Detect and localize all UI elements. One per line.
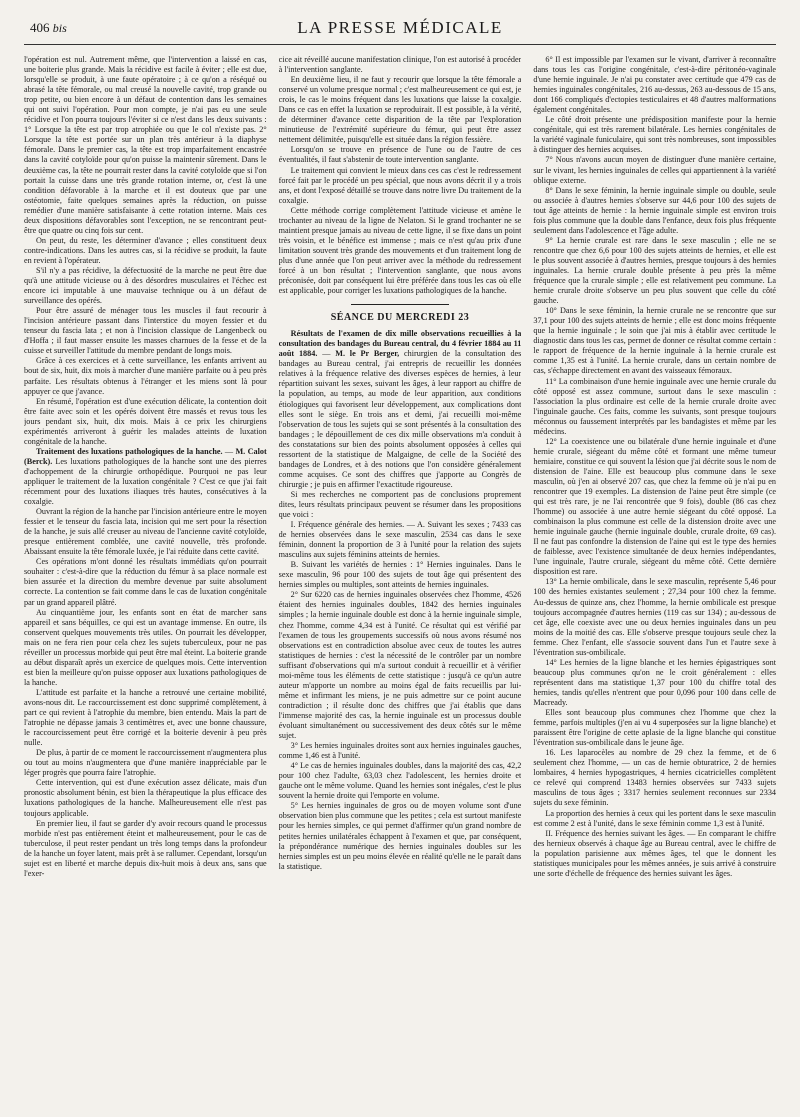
page-number: 406 bis [30, 20, 67, 35]
paragraph: 10° Dans le sexe féminin, la hernie crurale ne se rencontre que sur 37,1 pour 100 des sujets atteints de hernie ; elle est donc moins fréquente que la hernie inguinale ; le soin que j'ai mis à établir avec certitude le diagnostic dans tous les cas, permet de donner ce résultat comme certain : le rapport de fréquence de la hernie inguinale à la hernie crurale est comme 1,35 est à l'unité. La hernie crurale, dans un certain nombre de cas, s'échappe directement en avant des vaisseaux fémoraux. [533, 306, 776, 376]
paragraph: Lorsqu'on se trouve en présence de l'une ou de l'autre de ces éventualités, il faut s'abstenir de toute intervention sanglante. [278, 145, 522, 165]
paragraph: 12° La coexistence une ou bilatérale d'une hernie inguinale et d'une hernie crurale, siégeant du même côté et formant une même tumeur herniaire, constitue ce qui souvent la lésion que j'ai décrite sous le nom de distension de l'aine. Elle est beaucoup plus commune dans le sexe masculin, où j'en ai observé 207 cas, que chez la femme où je n'ai pu en rencontrer que 19 exemples. La distension de l'aine peut être simple (ce qui est très rare, je ne l'ai rencontrée que 9 fois), double (86 cas chez l'homme) ou associée à une autre hernie siégeant du côté opposé. La combinaison la plus commune est celle de la distension droite avec une hernie inguinale gauche (hernie inguinale double, crurale droite, 69 cas). Il ne faut pas confondre la distension de l'aine qui est le type des hernies de faiblesse, avec l'existence simultanée de deux hernies indépendantes, l'une inguinale, l'autre crurale, siégeant du même côté. Cette dernière disposition est rare. [533, 436, 776, 577]
paragraph: De plus, à partir de ce moment le raccourcissement n'augmentera plus ou tout au moins n'augmentera que d'une manière inappréciable par le léger progrès que pourra faire l'atrophie. [24, 748, 267, 778]
paragraph: On peut, du reste, les déterminer d'avance ; elles constituent deux contre-indications. Dans les autres cas, si la récidive se produit, la faute en revient à l'opérateur. [24, 235, 267, 265]
paragraph: B. Suivant les variétés de hernies : 1° Hernies inguinales. Dans le sexe masculin, 96 pour 100 des sujets de tout âge qui présentent des hernies simples ou multiples, sont atteints de hernies inguinales. [278, 560, 522, 590]
paragraph: 9° La hernie crurale est rare dans le sexe masculin ; elle ne se rencontre que chez 6,6 pour 100 des sujets atteints de hernies, et elle est le plus souvent associée à d'autres hernies, presque toujours à des hernies inguinales. La hernie crurale double présente à peu près la même fréquence que la crurale simple ; elle est relativement peu commune. La hernie crurale droite s'observe un peu plus souvent que celle du côté gauche. [533, 235, 776, 306]
paragraph: Au cinquantième jour, les enfants sont en état de marcher sans appareil et sans béquilles, ce qui est un avantage immense. En outre, ils conservent quelques mouvements très utiles. On pourrait les développer, mais on ne fera rien pour cela chez les sujets tuberculeux, pour ne pas réveiller un processus morbide qui peut être mal éteint. La boiterie grande au début disparaît après un exercice de quelques mois. Cette intervention est bien la meilleure qu'on puisse opposer aux luxations pathologiques de la hanche. [24, 607, 267, 687]
paragraph: cice ait réveillé aucune manifestation clinique, l'on est autorisé à procéder à l'intervention sanglante. [278, 55, 522, 75]
article-columns [24, 55, 776, 1105]
paragraph: 13° La hernie ombilicale, dans le sexe masculin, représente 5,46 pour 100 des hernies existantes seulement ; 27,34 pour 100 chez la femme. Au-dessus de quinze ans, chez l'homme, la hernie ombilicale est presque toujours accompagnée d'autres hernies (119 cas sur 134) ; au-dessous de cet âge, elle coexiste avec une ou deux hernies inguinales dans un peu moins de la moitié des cas. Elle s'observe presque toujours seule chez la femme. Chez l'enfant, elle s'associe souvent dans l'un et l'autre sexe à l'éventration sus-ombilicale. [533, 577, 776, 657]
paragraph: l'opération est nul. Autrement même, que l'intervention a laissé en cas, une boiterie plus grande. Mais la récidive est facile à éviter ; elle est due, lorsqu'elle se produit, à une faute opératoire ; à ce qu'on a réséqué ou abrasé la tête fémorale, ou mal creusé la nouvelle cavité, trop grande ou trop petite, ou bien encore à un défaut de contention dans les semaines qui ont suivi l'opération. Pour mon compte, je n'ai pas eu une seule récidive et l'on pourra toujours l'éviter si ce n'est dans les deux suivants : 1° Lorsque la tête est par trop atrophiée ou que le col n'existe pas. 2° Lorsque la tête est portée sur un plan très antérieur à la diaphyse fémorale. Dans le premier cas, la tête est trop imparfaitement encastrée dans la cavité cotyloïde pour qu'on puisse la maintenir sûrement. Dans le deuxième cas, la tête ne pourrait rester dans la cavité cotyloïde que si l'on portait la cuisse dans une très grande rotation interne, or, c'est là une condition défavorable à la marche et il est douteux que par une ostéotomie, faite quelques semaines après la réduction, on puisse remédier d'une manière satisfaisante à cette rotation interne. Mais ces deux dispositions défavorables sont l'exception, ne se rencontrant peut-être que quatre ou cinq fois sur cent. [24, 55, 267, 235]
paragraph: Ces opérations m'ont donné les résultats immédiats qu'on pourrait souhaiter : c'est-à-dire que la réduction du fémur à sa place normale est bien assurée et la direction du membre devenue par suite absolument correcte. La contention se fait comme dans le cas de luxation congénitale par un grand appareil plâtré. [24, 557, 267, 607]
paragraph: II. Fréquence des hernies suivant les âges. — En comparant le chiffre des hernieux observés à chaque âge au Bureau central, avec le chiffre de la population parisienne aux mêmes âges, tel que le donnent les statistiques municipales pour les mêmes années, je suis arrivé à construire une sorte d'échelle de fréquence des hernies suivant les âges. [533, 828, 776, 878]
paragraph: L'attitude est parfaite et la hanche a retrouvé une certaine mobilité, avons-nous dit. Le raccourcissement est donc supprimé complètement, à part ce qui revient à l'atrophie du membre, bien entendu. Mais la part de l'atrophie ne dépasse jamais 3 centimètres et, avec une bonne chaussure, le raccourcissement peut être corrigé et la boiterie devenir à peu près nulle. [24, 687, 267, 748]
section-paragraph: Traitement des luxations pathologiques de la hanche. — M. Calot (Berck). Les luxations pathologiques de la hanche sont une des pierres d'achoppement de la chirurgie orthopédique. Pourquoi ne pas leur appliquer le traitement de la luxation congénitale ? C'est ce que j'ai fait récemment pour des luxations iliaques très hautes, consécutives à la coxalgie. [24, 446, 267, 507]
section-title: Résultats de l'examen de dix mille observations recueillies à la consultation des bandages du Bureau central, du 4 février 1884 au 11 août 1884. [278, 329, 522, 359]
paragraph: 14° Les hernies de la ligne blanche et les hernies épigastriques sont beaucoup plus communes qu'on ne le croit généralement : elles représentent dans ma statistique 1,37 pour 100 du chiffre total des hernies, tandis qu'elles n'entrent que pour 0,096 pour 100 dans celle de Macready. [533, 657, 776, 707]
column-3 [533, 55, 776, 1105]
journal-title: LA PRESSE MÉDICALE [297, 18, 503, 37]
page-header [24, 18, 776, 45]
column-2 [279, 55, 522, 1105]
paragraph: 4° Le cas de hernies inguinales doubles, dans la majorité des cas, 42,2 pour 100 chez l'adulte, 63,03 chez l'adolescent, les hernies droite et gauche ont le même volume. Quand les hernies sont inégales, c'est le plus souvent la hernie droite qui l'emporte en volume. [278, 761, 522, 801]
paragraph: 7° Nous n'avons aucun moyen de distinguer d'une manière certaine, sur le vivant, les hernies inguinales de celles qui appartiennent à la variété oblique externe. [533, 155, 776, 185]
paragraph: Le traitement qui convient le mieux dans ces cas c'est le redressement forcé fait par le procédé un peu spécial, que nous avons décrit il y a trois ans, et dont l'exposé détaillé se trouve dans notre livre Du traitement de la coxalgie. [278, 165, 522, 205]
paragraph: 11° La combinaison d'une hernie inguinale avec une hernie crurale du côté opposé est assez commune, surtout dans le sexe masculin : l'association la plus ordinaire est celle de la hernie crurale droite avec l'inguinale gauche. Ces faits, comme les suivants, sont presque toujours méconnus ou faussement interprétés par les bandagistes et même par les médecins. [533, 376, 776, 436]
paragraph: 2° Sur 6220 cas de hernies inguinales observées chez l'homme, 4526 étaient des hernies inguinales doubles, 1842 des hernies inguinales simples ; la hernie inguinale double est donc à la hernie inguinale simple, chez l'homme, comme 4,34 est à l'unité. Ce résultat qui est vérifié par l'examen de tous les groupements successifs où nous avons résumé nos observations est en contradiction absolue avec ceux de toutes les autres statistiques de hernies : c'est la nécessité de le contrôler par un nombre suffisant d'observations qui m'a surtout conduit à recueillir et à vérifier moi-même tous les éléments de cette statistique : jusqu'à ce qu'un autre auteur m'apporte un nombre au moins égal de faits recueillis par lui-même et infirmant les miens, je ne puis admettre sur ce point aucune contradiction ; il résulte donc des chiffres que j'ai établis que dans l'immense majorité des cas, la hernie inguinale est un processus double évoluant simultanément ou successivement des deux côtés sur le même sujet. [278, 590, 522, 741]
section-author: M. Calot (Berck). [24, 446, 267, 466]
paragraph: Ouvrant la région de la hanche par l'incision antérieure entre le moyen fessier et le tenseur du fascia lata, incision qui me sert pour la résection de la hanche, je suis allé creuser au niveau de l'ancienne cavité cotyloïde, presque entièrement comblée, une cavité nouvelle, très profonde. Abaissant ensuite la tête fémorale luxée, je l'ai réduite dans cette cavité. [24, 507, 267, 557]
paragraph: I. Fréquence générale des hernies. — A. Suivant les sexes ; 7433 cas de hernies observées dans le sexe masculin, 2534 cas dans le sexe féminin, donnent la proportion de 3 à l'unité pour la relation des sujets masculins aux sujets féminins atteints de hernies. [278, 520, 522, 560]
paragraph: Elles sont beaucoup plus communes chez l'homme que chez la femme, parfois multiples (j'en ai vu 4 superposées sur la ligne blanche) et paraissent être l'origine de cette aplasie de la ligne blanche qui constitue l'éventration sus-ombilicale dans le jeune âge. [533, 708, 776, 748]
paragraph: 3° Les hernies inguinales droites sont aux hernies inguinales gauches, comme 1,46 est à l'unité. [278, 741, 522, 761]
paragraph: Si mes recherches ne comportent pas de conclusions proprement dites, leurs résultats principaux peuvent se résumer dans les propositions que voici : [278, 489, 522, 520]
column-1 [24, 55, 267, 1105]
section-paragraph: Résultats de l'examen de dix mille observations recueillies à la consultation des bandages du Bureau central, du 4 février 1884 au 11 août 1884. — M. le Pr Berger, chirurgien de la consultation des bandages au Bureau central, j'ai entrepris de recueillir les données relatives à la fréquence relative des diverses espèces de hernies, à leur répartition suivant les sexes, suivant les âges, à leur rapport au chiffre de la population, au temps, au mode de leur apparition, aux conditions étiologiques qui favorisent leur développement, aux complications dont elles sont le siège. En trois ans et demi, j'ai recueilli moi-même l'observation de tous les sujets qui se sont présentés à la consultation des bandages ; le dépouillement de ces dix mille observations m'a conduit à des constatations sur bien des points absolument opposées à celles qui ressortent de la statistique de Malgaigne, de celle de la Société des bandages de Londres, et à des notions que l'on considère généralement comme acquises. Ce sont des chiffres que j'apporte au Congrès de chirurgie ; je puis en affirmer l'exactitude rigoureuse. [278, 329, 522, 489]
section-author: M. le Pr Berger, [335, 349, 400, 359]
paragraph: Cette méthode corrige complètement l'attitude vicieuse et amène le trochanter au niveau de la ligne de Nelaton. Si le grand trochanter ne se maintient presque jamais au niveau de cette ligne, il se fixe dans un point très voisin, et le bénéfice est immense ; mais ce n'est qu'au prix d'une limitation souvent très grande des mouvements et d'un traitement long de plus d'une année que l'on peut arriver avec la méthode du redressement forcé à un bon résultat ; l'intervention sanglante, que nous avons préconisée, doit par conséquent lui être préférée dans tous les cas où elle est applicable, pour corriger les luxations pathologiques de la hanche. [278, 205, 522, 296]
paragraph: En deuxième lieu, il ne faut y recourir que lorsque la tête fémorale a conservé un volume presque normal ; c'est malheureusement ce qui est, je crois, le cas le moins fréquent dans les luxations que laisse la coxalgie. Dans ce cas en effet la luxation se reproduirait. Il est possible, à la vérité, de déterminer d'avance cette disparition de la tête par l'exploration minutieuse de l'extrémité supérieure du fémur, qui peut être assez nettement délimitée, puisqu'elle est située dans la région fessière. [278, 75, 522, 145]
session-heading: SÉANCE DU MERCREDI 23 [330, 312, 470, 324]
section-divider [351, 304, 448, 305]
section-title: Traitement des luxations pathologiques de la hanche. [36, 446, 223, 456]
paragraph: 8° Dans le sexe féminin, la hernie inguinale simple ou double, seule ou associée à d'autres hernies s'observe sur 44,6 pour 100 des sujets de tout âge atteints de hernie : la hernie inguinale simple est environ trois fois plus commune que la double dans l'enfance, deux fois plus fréquente seulement dans l'adolescence et l'âge adulte. [533, 185, 776, 235]
paragraph: S'il n'y a pas récidive, la défectuosité de la marche ne peut être due qu'à une attitude vicieuse ou à des désordres musculaires et l'échec est encore ici imputable à une mauvaise technique ou à un défaut de surveillance des opérés. [24, 265, 267, 306]
paragraph: 5° Les hernies inguinales de gros ou de moyen volume sont d'une observation bien plus commune que les petites ; cela est surtout manifeste pour les hernies simples, ce qui permet d'affirmer qu'un grand nombre de petites hernies unilatérales échappent à l'examen et que, par conséquent, la prépondérance numérique des hernies inguinales doubles sur les hernies simples est un peu moins élevée en réalité qu'elle ne le paraît dans la statistique. [278, 801, 522, 871]
paragraph: Le côté droit présente une prédisposition manifeste pour la hernie congénitale, qui est très rarement bilatérale. Les hernies congénitales de la variété vaginale funiculaire, qui sont très nombreuses, sont impossibles à distinguer des hernies acquises. [533, 115, 776, 155]
paragraph: Grâce à ces exercices et à cette surveillance, les enfants arrivent au bout de six, huit, dix mois à marcher d'une manière parfaite ou à peu près parfaite. Les résultats obtenus à l'étranger et les miens sont là pour appuyer ce que j'avance. [24, 356, 267, 396]
paragraph: 16. Les laparocèles au nombre de 29 chez la femme, et de 6 seulement chez l'homme, — un cas de hernie obturatrice, 2 de hernies lombaires, 4 hernies hypogastriques, 4 hernies cicatricielles complètent ce relevé qui comprend 13483 hernies observées sur 7433 sujets masculins de tous âges ; 3317 hernies seulement reconnues sur 2334 sujets du sexe féminin. [533, 748, 776, 808]
paragraph: La proportion des hernies à ceux qui les portent dans le sexe masculin est comme 2 est à l'unité, dans le sexe féminin comme 1,3 est à l'unité. [533, 808, 776, 828]
paragraph: 6° Il est impossible par l'examen sur le vivant, d'arriver à reconnaître dans tous les cas l'origine congénitale, c'est-à-dire péritonéo-vaginale d'une hernie inguinale. Je n'ai pu constater avec certitude que 479 cas de hernies inguinales congénitales, 216 au-dessus, 263 au-dessous de 15 ans, dont 166 compliqués d'ectopies testiculaires et 48 d'autres malformations également congénitales. [533, 55, 776, 115]
paragraph: En premier lieu, il faut se garder d'y avoir recours quand le processus morbide n'est pas entièrement éteint et malheureusement, pour le cas de tuberculose, il peut rester pendant un très long temps dans la profondeur de la hanche un foyer latent, mais prêt à se rallumer. Cependant, lorsqu'un sujet est en liberté et marche depuis dix-huit mois à deux ans, sans que l'exer- [24, 818, 267, 878]
paragraph: Cette intervention, qui est d'une exécution assez délicate, mais d'un pronostic absolument bénin, est bien la thérapeutique la plus efficace des luxations pathologiques de la hanche. Malheureusement elle n'est pas toujours applicable. [24, 778, 267, 818]
paragraph: Pour être assuré de ménager tous les muscles il faut recourir à l'incision antérieure passant dans l'interstice du moyen fessier et du tenseur du fascia lata ; et non à l'incision classique de Langenbeck ou d'Hoffa ; il faut masser ensuite les masses charnues de la fesse et de la cuisse et surveiller l'attitude du membre pendant de longs mois. [24, 306, 267, 356]
paragraph: En résumé, l'opération est d'une exécution délicate, la contention doit être faite avec soin et les opérés doivent être massés et revus tous les jours pendant six, huit, dix mois. Mais à ce prix les chirurgiens expérimentés arriveront à guérir les malades atteints de luxation congénitale de la hanche. [24, 396, 267, 446]
